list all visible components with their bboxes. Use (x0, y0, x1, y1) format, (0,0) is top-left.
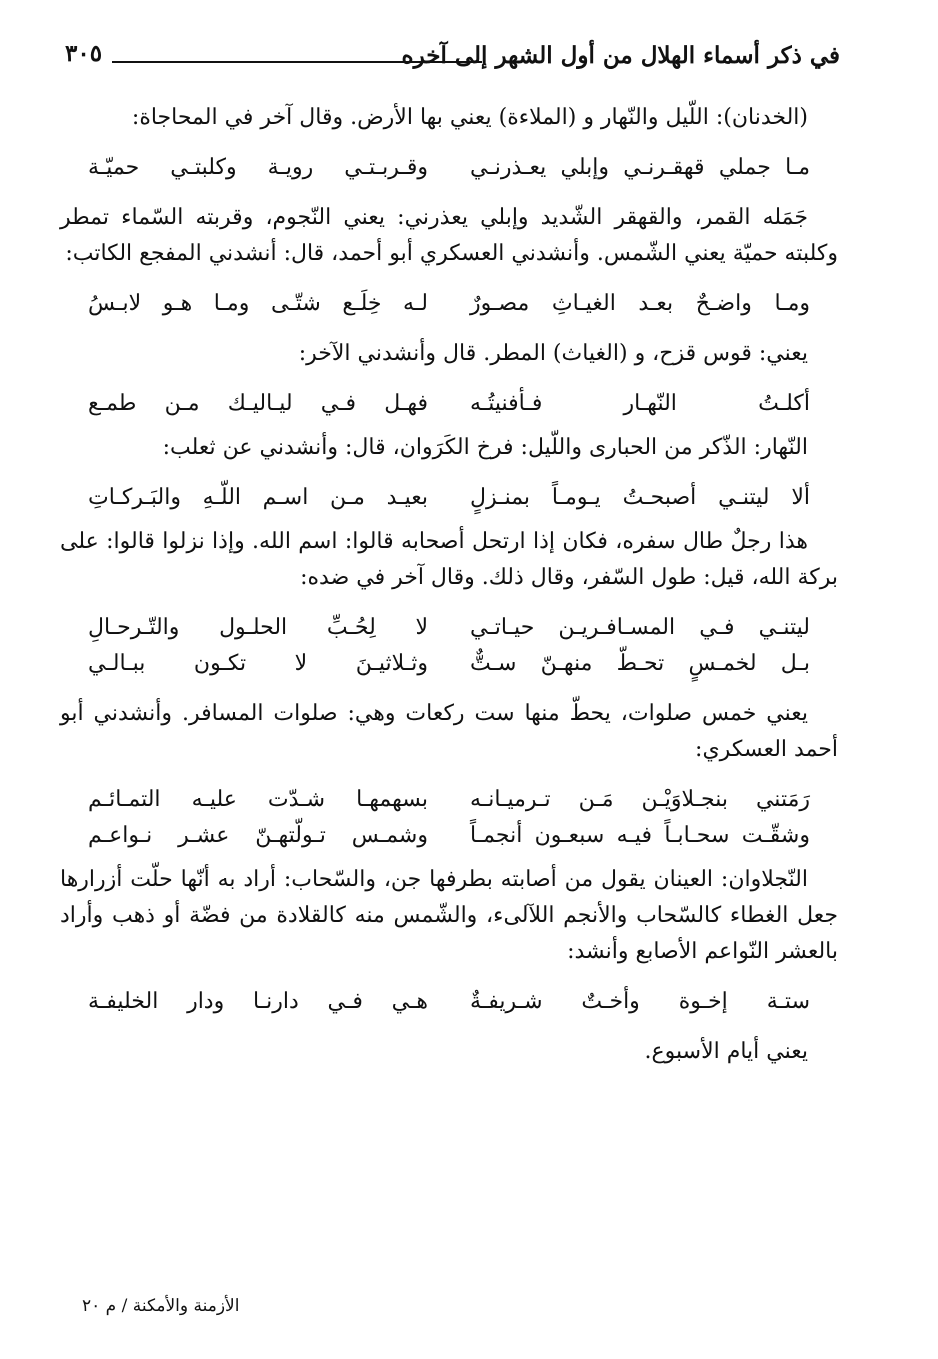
verse-line (60, 150, 838, 186)
verse-line (60, 818, 838, 854)
verse-second-hemistich: بعيـد مـن اسـم اللّـهِ والبَـركـاتِ (88, 485, 428, 510)
header-rule (112, 61, 482, 63)
paragraph: يعني خمس صلوات، يحطّ منها ست ركعات وهي: صلوات المسافر. وأنشدني أبو أحمد العسكري: (60, 701, 838, 762)
paragraph: جَمَله القمر، والقهقر الشّديد وإبلي يعذرني: يعني النّجوم، وقربته السّماء تمطر وكلبته حميّة يعني الشّمس. وأنشدني العسكري أبو أحمد، قال: أنشدني المفجع الكاتب: (60, 205, 838, 266)
verse-couplet (60, 984, 838, 1020)
verse-second-hemistich: لا لِحُـبِّ الحلـول والتّـرحـالِ (88, 615, 428, 640)
verse-second-hemistich: فهـل فـي ليـاليـك مـن طمـع (88, 391, 428, 416)
verse-second-hemistich: وثـلاثيـنَ لا تكـون ببـالـي (88, 651, 428, 676)
signature-mark: الأزمنة والأمكنة / م ٢٠ (82, 1296, 240, 1316)
page-number: ٣٠٥ (65, 40, 103, 67)
paragraph: النّجلاوان: العينان يقول من أصابته بطرفها جن، والسّحاب: أراد به أنّها حلّت أزرارها جعل الغطاء كالسّحاب والأنجم اللآلىء، والشّمس منه كالقلادة من فضّة أو ذهب وأراد بالعشر النّواعم الأصابع وأنشد: (60, 867, 838, 964)
verse-couplet (60, 286, 838, 322)
verse-second-hemistich: وشمـس تـولّتهـنّ عشـر نـواعـم (88, 823, 428, 848)
page-body (60, 100, 838, 1070)
verse-couplet (60, 150, 838, 186)
verse-first-hemistich: ستـة إخـوة وأخـتٌ شـريفـةٌ (470, 989, 810, 1014)
verse-second-hemistich: هـي فـي دارنـا ودار الخليفـة (88, 989, 428, 1014)
verse-first-hemistich: بـل لخمـسٍ تحـطّ منهـنّ سـتٌّ (470, 651, 810, 676)
verse-first-hemistich: رَمَتني بنجـلاوَيْـن مَـن تـرميـانـه (470, 787, 810, 812)
paragraph: يعني أيام الأسبوع. (644, 1039, 808, 1064)
verse-first-hemistich: وشقّـت سحـابـاً فيـه سبعـون أنجمـاً (470, 823, 810, 848)
paragraph: (الخدنان): اللّيل والنّهار و (الملاءة) يعني بها الأرض. وقال آخر في المحاجاة: (131, 105, 808, 130)
paragraph: هذا رجلٌ طال سفره، فكان إذا ارتحل أصحابه قالوا: اسم الله. وإذا نزلوا قالوا: على بركة الله، قيل: طول السّفر، وقال ذلك. وقال آخر في ضده: (60, 529, 838, 590)
running-title: في ذكر أسماء الهلال من أول الشهر إلى آخره (401, 42, 840, 69)
verse-first-hemistich: ألا ليتنـي أصبحـتُ يـومـاً بمنـزلٍ (470, 485, 810, 510)
verse-first-hemistich: أكلـتُ النّهـار فـأفنيتُـه (470, 391, 810, 416)
verse-line (60, 386, 838, 422)
verse-line (60, 646, 838, 682)
verse-couplet (60, 386, 838, 422)
verse-second-hemistich: بسهمهـا شـدّت عليـه التمـائـم (88, 787, 428, 812)
verse-second-hemistich: لـه خِلَـع شتّـى ومـا هـو لابـسُ (88, 291, 428, 316)
verse-couplet (60, 480, 838, 516)
verse-line (60, 782, 838, 818)
paragraph: النّهار: الذّكر من الحبارى واللّيل: فرخ الكَرَوان، قال: وأنشدني عن ثعلب: (162, 435, 808, 460)
verse-line (60, 610, 838, 646)
verse-line (60, 984, 838, 1020)
paragraph: يعني: قوس قزح، و (الغياث) المطر. قال وأنشدني الآخر: (298, 341, 808, 366)
verse-couplet (60, 610, 838, 682)
verse-line (60, 286, 838, 322)
running-header (60, 36, 840, 76)
verse-couplet (60, 782, 838, 854)
verse-first-hemistich: ومـا واضـحٌ بعـد الغيـاثِ مصـورٌ (470, 291, 810, 316)
verse-second-hemistich: وقـربـتـي رويـة وكلبتـي حميّـة (88, 155, 428, 180)
verse-line (60, 480, 838, 516)
verse-first-hemistich: مـا جملي قهقـرنـي وإبلي يعـذرنـي (470, 155, 810, 180)
verse-first-hemistich: ليتنـي فـي المسـافـريـن حيـاتـي (470, 615, 810, 640)
